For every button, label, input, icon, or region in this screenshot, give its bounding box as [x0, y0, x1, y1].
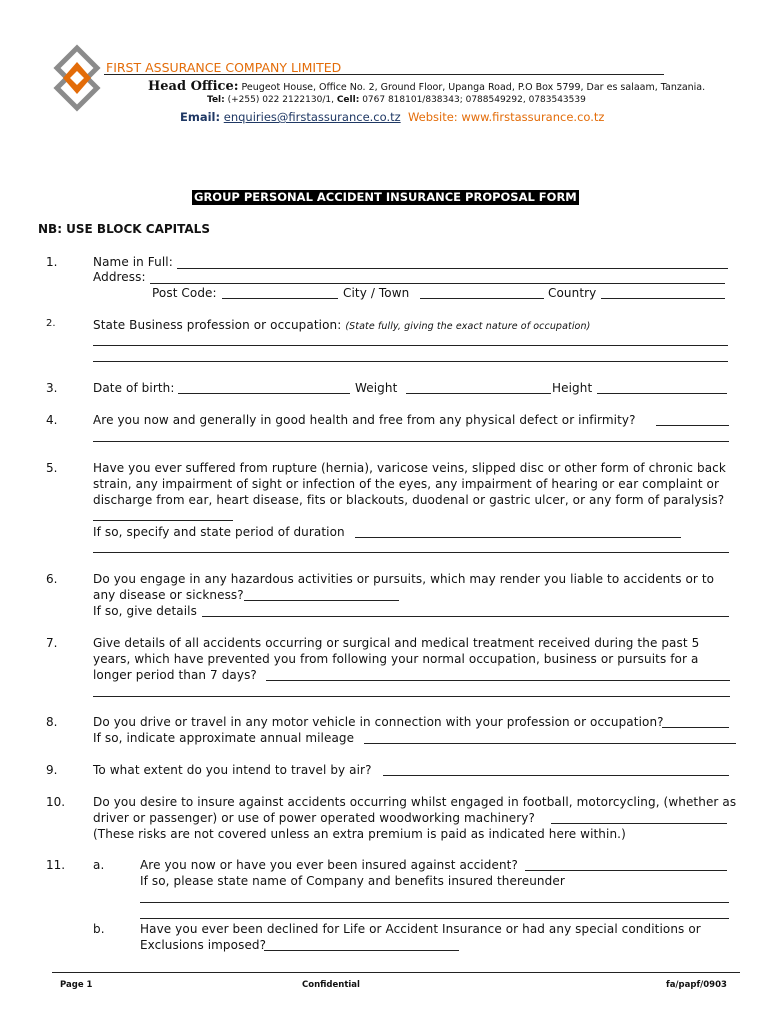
- q7-line-1: Give details of all accidents occurring or surgical and medical treatment received during the past 5: [93, 636, 700, 650]
- q3-height-field[interactable]: [597, 393, 727, 394]
- q11a-line-1: Are you now or have you ever been insured against accident?: [140, 858, 518, 872]
- q1-country-field[interactable]: [601, 298, 725, 299]
- q8-line-1: Do you drive or travel in any motor vehicle in connection with your profession or occupation?: [93, 715, 664, 729]
- q6-number: 6.: [46, 572, 58, 586]
- q6-line-1: Do you engage in any hazardous activities or pursuits, which may render you liable to accidents or to: [93, 572, 715, 586]
- cell-value: 0767 818101/838343; 0788549292, 0783543539: [362, 95, 586, 105]
- q1-address-label: Address:: [93, 270, 146, 284]
- q7-number: 7.: [46, 636, 58, 650]
- q1-number: 1.: [46, 255, 58, 269]
- q1-city-label: City / Town: [343, 286, 410, 300]
- q7-line-3: longer period than 7 days?: [93, 668, 257, 682]
- q1-address-field[interactable]: [150, 283, 725, 284]
- q5-line-1: Have you ever suffered from rupture (hernia), varicose veins, slipped disc or other form of chronic back: [93, 461, 726, 475]
- website-label: Website:: [407, 110, 458, 124]
- q7-field-2[interactable]: [93, 696, 730, 697]
- q6-line-2: any disease or sickness?: [93, 588, 244, 602]
- q1-country-label: Country: [548, 286, 597, 300]
- tel-value: (+255) 022 2122130/1,: [227, 95, 334, 105]
- q3-number: 3.: [46, 381, 58, 395]
- q1-postcode-label: Post Code:: [152, 286, 217, 300]
- q3-dob-field[interactable]: [178, 393, 350, 394]
- q11a-field-2[interactable]: [140, 902, 729, 903]
- head-office: [148, 79, 705, 94]
- q5-number: 5.: [46, 461, 58, 475]
- email-link[interactable]: enquiries@firstassurance.co.tz: [223, 110, 401, 124]
- footer-confidential: Confidential: [302, 980, 360, 990]
- website-link[interactable]: www.firstassurance.co.tz: [461, 110, 605, 124]
- q2-note: (State fully, giving the exact nature of occupation): [345, 321, 591, 332]
- form-title: GROUP PERSONAL ACCIDENT INSURANCE PROPOSAL FORM: [194, 190, 577, 204]
- q8-answer-field[interactable]: [662, 727, 729, 728]
- q9-text: To what extent do you intend to travel by air?: [93, 763, 372, 777]
- nb-instruction: NB: USE BLOCK CAPITALS: [38, 222, 210, 236]
- q4-answer-field[interactable]: [656, 425, 729, 426]
- q11-number: 11.: [46, 858, 66, 872]
- q3-height-label: Height: [552, 381, 593, 395]
- q11a-line-2: If so, please state name of Company and benefits insured thereunder: [140, 874, 565, 888]
- q3-dob-label: Date of birth:: [93, 381, 175, 395]
- q5-line-2: strain, any impairment of sight or infection of the eyes, any impairment of hearing or ear complaint or: [93, 477, 720, 491]
- q3-weight-field[interactable]: [406, 393, 551, 394]
- q11b-answer-field[interactable]: [264, 950, 459, 951]
- footer-ref: fa/papf/0903: [666, 980, 727, 990]
- contact-email: [180, 110, 604, 124]
- q9-number: 9.: [46, 763, 58, 777]
- q1-postcode-field[interactable]: [222, 298, 338, 299]
- q8-number: 8.: [46, 715, 58, 729]
- q10-line-2: driver or passenger) or use of power operated woodworking machinery?: [93, 811, 535, 825]
- company-logo: [52, 44, 102, 112]
- q8-line-2: If so, indicate approximate annual mileage: [93, 731, 355, 745]
- q6-if-so-label: If so, give details: [93, 604, 197, 618]
- q6-answer-field[interactable]: [244, 600, 399, 601]
- contact-phones: [207, 95, 586, 105]
- q1-name-label: Name in Full:: [93, 255, 173, 269]
- q2-field-2[interactable]: [93, 361, 728, 362]
- q7-answer-field[interactable]: [266, 680, 730, 681]
- q11b-line-2: Exclusions imposed?: [140, 938, 267, 952]
- q5-line-3: discharge from ear, heart disease, fits or blackouts, duodenal or gastric ulcer, or any form of paralysis?: [93, 493, 725, 507]
- q11a-label: a.: [93, 858, 105, 872]
- q5-duration-field[interactable]: [355, 537, 681, 538]
- q1-city-field[interactable]: [420, 298, 544, 299]
- footer-rule: [52, 972, 740, 973]
- tel-label: Tel:: [207, 95, 225, 105]
- q7-line-2: years, which have prevented you from following your normal occupation, business or pursuits for a: [93, 652, 699, 666]
- q11a-answer-field[interactable]: [525, 870, 727, 871]
- q10-number: 10.: [46, 795, 66, 809]
- company-name: FIRST ASSURANCE COMPANY LIMITED: [106, 60, 342, 75]
- q4-number: 4.: [46, 413, 58, 427]
- cell-label: Cell:: [336, 95, 360, 105]
- email-label: Email:: [180, 110, 221, 124]
- q10-line-3: (These risks are not covered unless an extra premium is paid as indicated here within.): [93, 827, 626, 841]
- q1-name-field[interactable]: [177, 268, 728, 269]
- footer-page: Page 1: [60, 980, 93, 990]
- head-office-label: Head Office:: [148, 79, 239, 94]
- q2-label: [93, 318, 590, 332]
- q8-mileage-field[interactable]: [364, 743, 736, 744]
- q10-line-1: Do you desire to insure against accidents occurring whilst engaged in football, motorcycling, (whether as: [93, 795, 737, 809]
- q11a-field-3[interactable]: [140, 918, 729, 919]
- q2-label-text: State Business profession or occupation:: [93, 318, 342, 332]
- q4-text: Are you now and generally in good health and free from any physical defect or infirmity?: [93, 413, 636, 427]
- q5-field-2[interactable]: [93, 552, 729, 553]
- q5-if-so-label: If so, specify and state period of duration: [93, 525, 345, 539]
- q4-field-2[interactable]: [93, 441, 729, 442]
- header-rule: [104, 74, 664, 75]
- head-office-address: Peugeot House, Office No. 2, Ground Floor, Upanga Road, P.O Box 5799, Dar es salaam, Tanzania.: [241, 82, 706, 93]
- q2-field-1[interactable]: [93, 345, 728, 346]
- q6-details-field[interactable]: [202, 616, 729, 617]
- q9-answer-field[interactable]: [383, 775, 729, 776]
- q5-answer-field[interactable]: [93, 520, 233, 521]
- q11b-line-1: Have you ever been declined for Life or Accident Insurance or had any special conditions or: [140, 922, 701, 936]
- q11b-label: b.: [93, 922, 105, 936]
- q2-number: 2.: [46, 318, 56, 329]
- q3-weight-label: Weight: [355, 381, 398, 395]
- q10-answer-field[interactable]: [551, 823, 727, 824]
